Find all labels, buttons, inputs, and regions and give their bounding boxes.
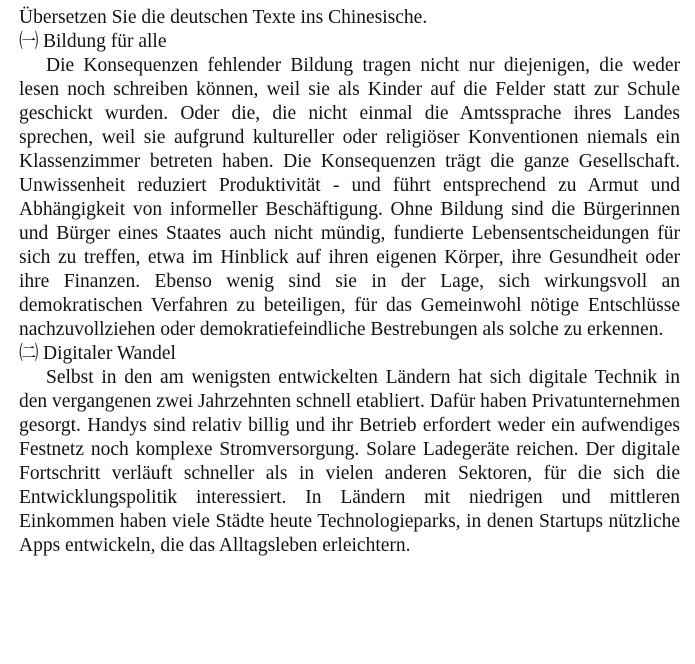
section-paragraph: Die Konsequenzen fehlender Bildung tragen nicht nur diejenigen, die weder lesen noch schreiben können, weil sie als Kinder auf die Felder statt zur Schule geschickt wurden. Oder die, die nicht einmal die Amtssprache ihres Landes sprechen, weil sie aufgrund kultureller oder religiöser Konventionen niemals ein Klassenzimmer betreten haben. Die Konsequenzen trägt die ganze Gesellschaft. Unwissenheit reduziert Produktivität - und führt entsprechend zu Armut und Abhängigkeit von informeller Beschäftigung. Ohne Bildung sind die Bürgerinnen und Bürger eines Staates auch nicht mündig, fundierte Lebensentscheidungen für sich zu treffen, etwa im Hinblick auf ihren eigenen Körper, ihre Gesundheit oder ihre Finanzen. Ebenso wenig sind sie in der Lage, sich wirkungsvoll an demokratischen Verfahren zu beteiligen, für das Gemeinwohl nötige Entschlüsse nachzuvollziehen oder demokratiefeindliche Bestrebungen als solche zu erkennen. — [19, 55, 680, 340]
section-bildung — [19, 30, 680, 342]
section-heading — [19, 342, 680, 366]
section-paragraph: Selbst in den am wenigsten entwickelten Ländern hat sich digitale Technik in den vergangenen zwei Jahrzehnten schnell etabliert. Dafür haben Privatunternehmen gesorgt. Handys sind relativ billig und ihr Betrieb erfordert weder ein aufwendiges Festnetz noch komplexe Stromversorgung. Solare Ladegeräte reichen. Der digitale Fortschritt verläuft schneller als in vielen anderen Sektoren, für die sich die Entwicklungspolitik interessiert. In Ländern mit niedrigen und mittleren Einkommen haben viele Städte heute Technologieparks, in denen Startups nützliche Apps entwickeln, die das Alltagsleben erleichtern. — [19, 367, 680, 556]
section-title: Bildung für alle — [43, 31, 167, 52]
section-heading — [19, 30, 680, 54]
section-number-marker: ㈡ — [19, 343, 39, 364]
section-number-marker: ㈠ — [19, 31, 39, 52]
section-title: Digitaler Wandel — [43, 343, 176, 364]
section-digitaler-wandel — [19, 342, 680, 558]
task-instruction: Übersetzen Sie die deutschen Texte ins Chinesische. — [19, 7, 428, 28]
